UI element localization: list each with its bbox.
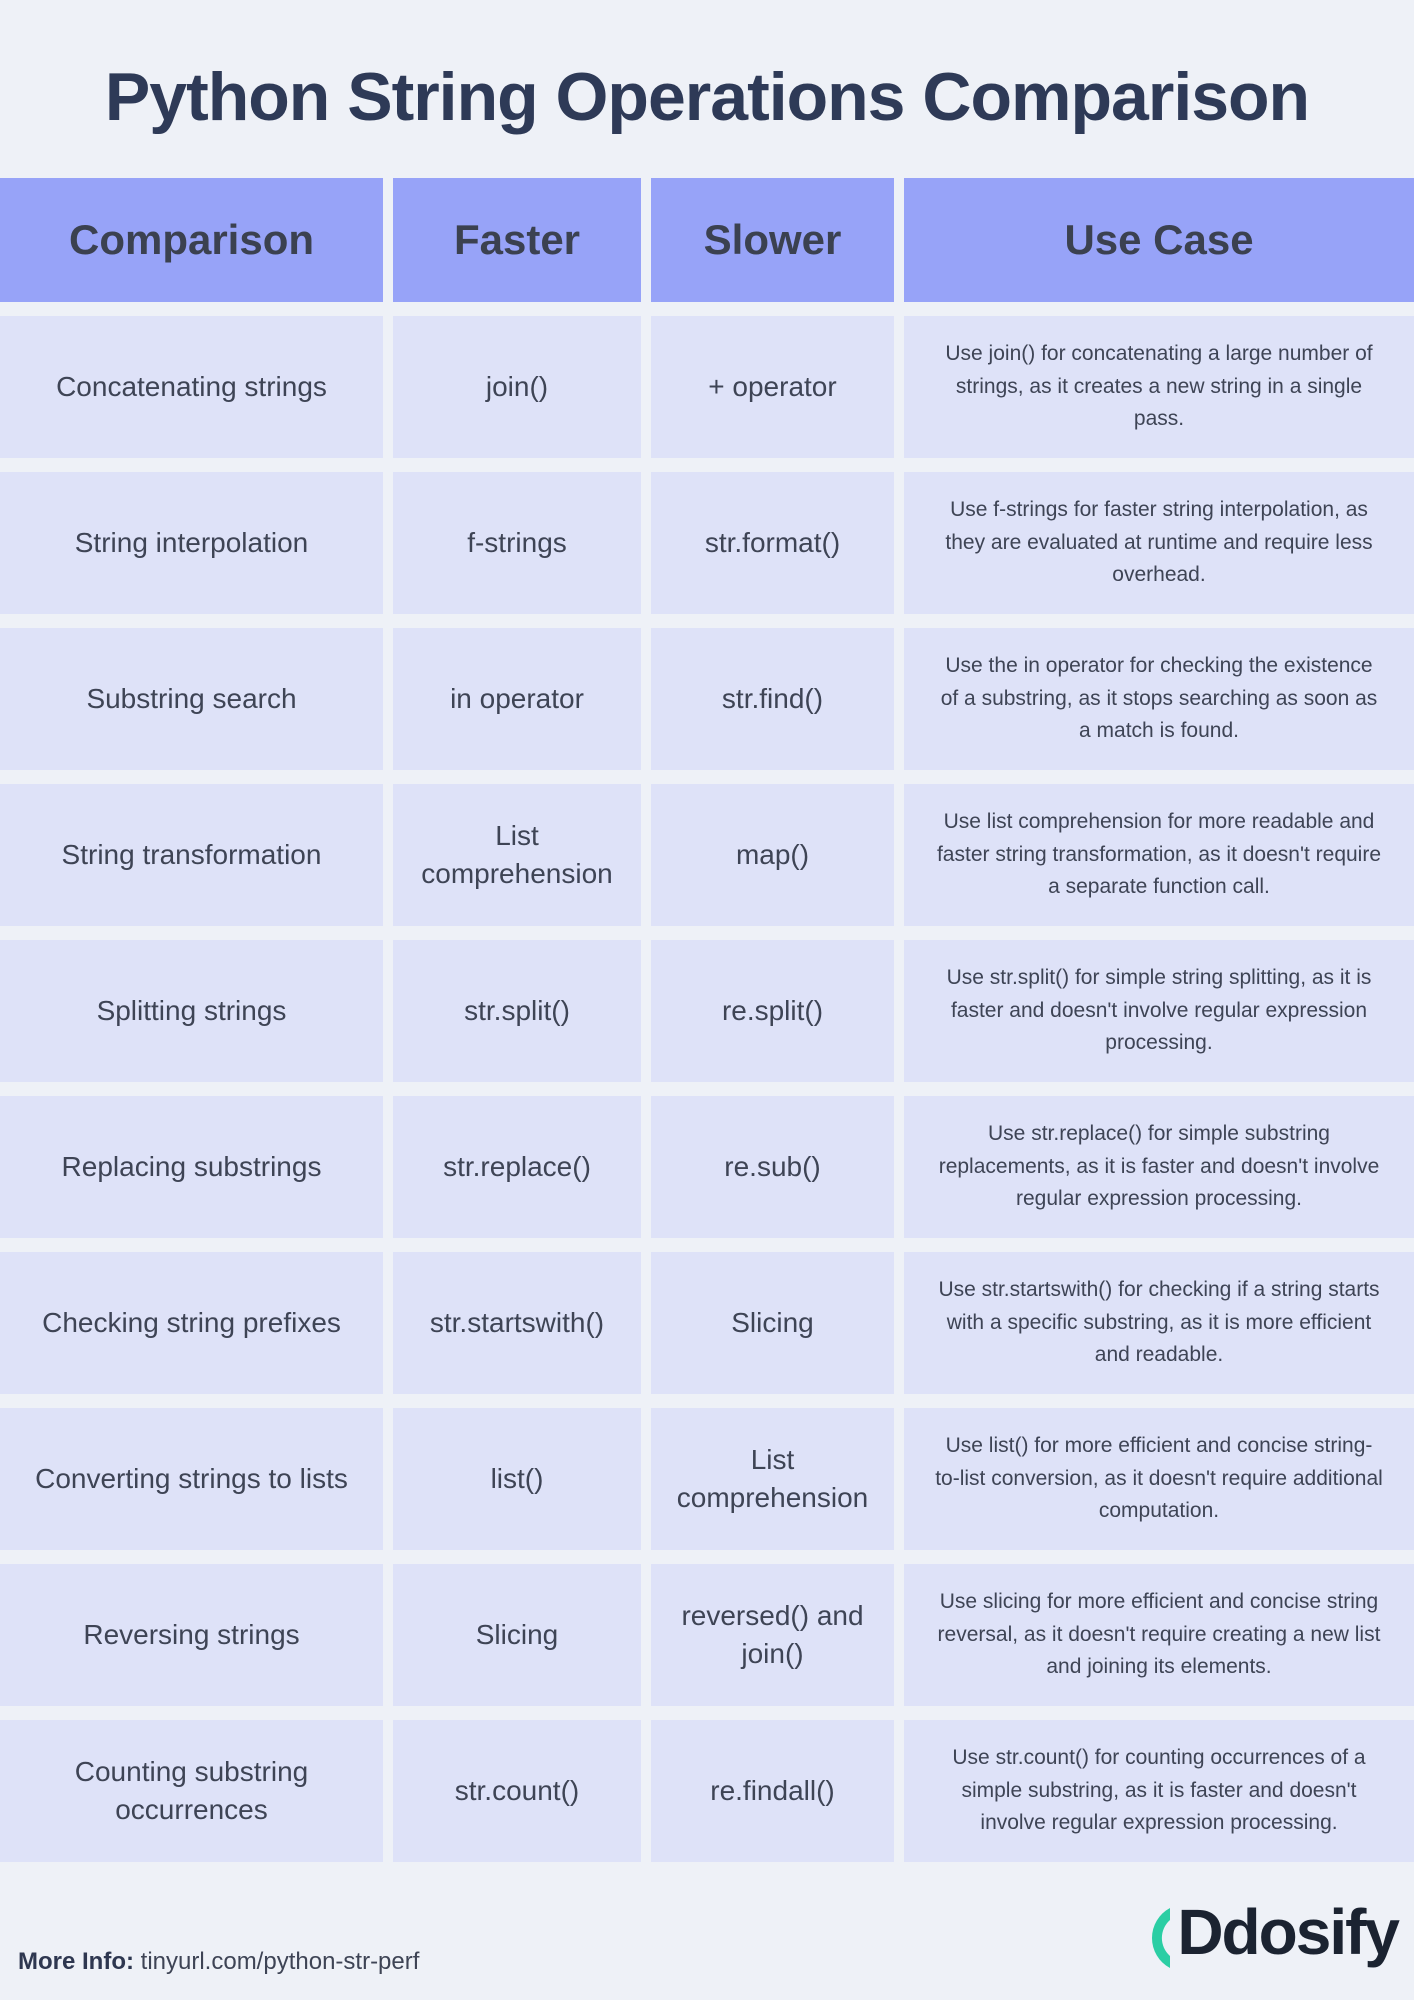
table-cell-use-case: Use list comprehension for more readable and faster string transformation, as it doesn't require a separate function call. (904, 784, 1414, 926)
table-cell-comparison: Converting strings to lists (0, 1408, 383, 1550)
table-cell-comparison: Concatenating strings (0, 316, 383, 458)
table-cell-slower: reversed() and join() (651, 1564, 894, 1706)
table-cell-comparison: String interpolation (0, 472, 383, 614)
table-cell-faster: f-strings (393, 472, 641, 614)
table-cell-use-case: Use str.count() for counting occurrences of a simple substring, as it is faster and doesn't involve regular expression processing. (904, 1720, 1414, 1862)
table-cell-use-case: Use str.startswith() for checking if a string starts with a specific substring, as it is more efficient and readable. (904, 1252, 1414, 1394)
table-cell-slower: re.split() (651, 940, 894, 1082)
table-cell-slower: Slicing (651, 1252, 894, 1394)
page-title: Python String Operations Comparison (104, 59, 1310, 135)
table-cell-slower: str.format() (651, 472, 894, 614)
table-cell-faster: str.split() (393, 940, 641, 1082)
table-cell-faster: str.replace() (393, 1096, 641, 1238)
table-cell-faster: Slicing (393, 1564, 641, 1706)
table-cell-comparison: Counting substring occurrences (0, 1720, 383, 1862)
ddosify-logo (1148, 1896, 1398, 1968)
table-cell-comparison: Splitting strings (0, 940, 383, 1082)
more-info-link[interactable]: tinyurl.com/python-str-perf (140, 1948, 420, 1975)
table-cell-slower: List comprehension (651, 1408, 894, 1550)
table-cell-faster: str.count() (393, 1720, 641, 1862)
table-cell-slower: map() (651, 784, 894, 926)
more-info (18, 1948, 419, 1976)
table-cell-comparison: Checking string prefixes (0, 1252, 383, 1394)
table-cell-slower: str.find() (651, 628, 894, 770)
more-info-label: More Info: (18, 1948, 134, 1975)
table-cell-use-case: Use str.replace() for simple substring replacements, as it is faster and doesn't involve regular expression processing. (904, 1096, 1414, 1238)
table-cell-faster: str.startswith() (393, 1252, 641, 1394)
table-cell-slower: + operator (651, 316, 894, 458)
table-cell-slower: re.findall() (651, 1720, 894, 1862)
table-cell-use-case: Use the in operator for checking the existence of a substring, as it stops searching as soon as a match is found. (904, 628, 1414, 770)
table-cell-use-case: Use str.split() for simple string splitting, as it is faster and doesn't involve regular expression processing. (904, 940, 1414, 1082)
table-cell-faster: List comprehension (393, 784, 641, 926)
column-header-use-case: Use Case (904, 178, 1414, 302)
table-cell-comparison: Substring search (0, 628, 383, 770)
column-header-faster: Faster (393, 178, 641, 302)
table-cell-use-case: Use f-strings for faster string interpolation, as they are evaluated at runtime and require less overhead. (904, 472, 1414, 614)
table-cell-use-case: Use list() for more efficient and concise string-to-list conversion, as it doesn't require additional computation. (904, 1408, 1414, 1550)
ddosify-logo-text: Ddosify (1177, 1896, 1398, 1968)
table-cell-comparison: Reversing strings (0, 1564, 383, 1706)
ddosify-logo-icon (1148, 1908, 1174, 1968)
table-cell-slower: re.sub() (651, 1096, 894, 1238)
comparison-table (0, 178, 1414, 1862)
table-cell-faster: join() (393, 316, 641, 458)
table-cell-faster: list() (393, 1408, 641, 1550)
table-cell-comparison: String transformation (0, 784, 383, 926)
table-cell-use-case: Use join() for concatenating a large number of strings, as it creates a new string in a single pass. (904, 316, 1414, 458)
column-header-comparison: Comparison (0, 178, 383, 302)
table-cell-faster: in operator (393, 628, 641, 770)
table-cell-use-case: Use slicing for more efficient and concise string reversal, as it doesn't require creating a new list and joining its elements. (904, 1564, 1414, 1706)
table-cell-comparison: Replacing substrings (0, 1096, 383, 1238)
column-header-slower: Slower (651, 178, 894, 302)
